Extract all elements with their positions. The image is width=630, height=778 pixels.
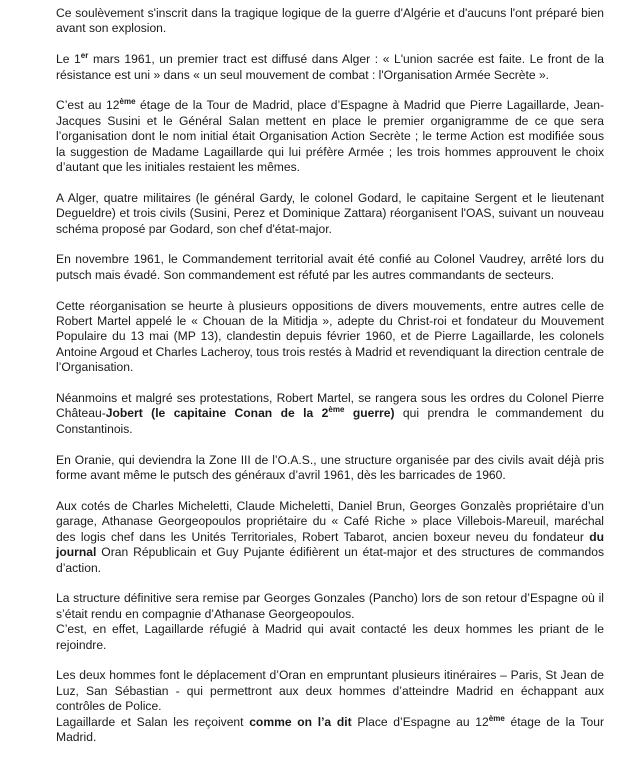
text-run: mars 1961, un premier tract est diffusé dans Alger : « L'union sacrée est faite. Le front de la résistance est uni » dans « un seul mouvement de combat : l'Organisation Armée Secrète ». [56, 52, 604, 82]
superscript-text: er [80, 51, 89, 61]
paragraph-p6 [56, 299, 604, 376]
bold-text: du journal [56, 529, 604, 560]
paragraph-p11 [56, 622, 604, 653]
paragraph-p5 [56, 252, 604, 283]
superscript-text: ème [488, 713, 505, 723]
superscript-text: ème [328, 405, 345, 415]
text-run: Ce soulèvement s'inscrit dans la tragique logique de la guerre d'Algérie et d'aucuns l'ont préparé bien avant son explosion. [56, 6, 604, 36]
bold-text: Jobert [105, 406, 143, 421]
text-run: qui prendra le commandement du Constantinois. [56, 406, 604, 436]
text-run: Lagaillarde et Salan les reçoivent [56, 714, 250, 729]
text-run: Oran Républicain et Guy Pujante édifièrent un état-major et des structures de commandos d’action. [56, 545, 604, 575]
text-run [143, 406, 151, 420]
bold-text: comme on l’a dit [249, 714, 352, 729]
paragraph-p2 [56, 52, 604, 83]
text-run: A Alger, quatre militaires (le général Gardy, le colonel Godard, le capitaine Sergent et le lieutenant Degueldre) et trois civils (Susini, Perez et Dominique Zattara) réorganisent l'OAS, suivant un nouveau schéma proposé par Godard, son chef d'état-major. [56, 190, 604, 236]
text-run: C’est, en effet, Lagaillarde réfugié à Madrid qui avait contacté les deux hommes les priant de le rejoindre. [56, 622, 604, 652]
text-run: En novembre 1961, le Commandement territorial avait été confié au Colonel Vaudrey, arrêté lors du putsch mais évadé. Son commandement est réfuté par les autres commandants de secteurs. [56, 252, 604, 282]
paragraph-p13 [56, 715, 604, 746]
text-run: étage de la Tour Madrid. [56, 714, 604, 744]
text-run: Néanmoins et malgré ses protestations, Robert Martel, se rangera sous les ordres du Colonel Pierre Château- [56, 391, 604, 421]
text-run: La structure définitive sera remise par Georges Gonzales (Pancho) lors de son retour d’Espagne où il s’était rendu en compagnie d’Athanase Georgeopoulos. [56, 591, 604, 621]
paragraph-p10 [56, 591, 604, 622]
paragraph-p3 [56, 98, 604, 175]
text-run: Cette réorganisation se heurte à plusieurs oppositions de divers mouvements, entre autres celle de Robert Martel appelé le « Chouan de la Mitidja », adepte du Christ-roi et fondateur du Mouvement Populaire du 13 mai (MP 13), clandestin depuis février 1960, et de Pierre Lagaillarde, les colonels Antoine Argoud et Charles Lacheroy, tous trois restés à Madrid et revendiquant la direction centrale de l’Organisation. [56, 298, 604, 375]
bold-text: guerre) [344, 406, 395, 421]
text-run: Aux cotés de Charles Micheletti, Claude Micheletti, Daniel Brun, Georges Gonzalès propriétaire d’un garage, Athanase Georgeopoulos propriétaire du « Café Riche » place Villebois-Mareuil, maréchal des logis chef dans les Unités Territoriales, Robert Tabarot, ancien boxeur neveu du fondateur [56, 498, 604, 544]
text-run: étage de la Tour de Madrid, place d’Espagne à Madrid que Pierre Lagaillarde, Jean-Jacques Susini et le Général Salan mettent en place le premier organigramme de ce que sera l’organisation dont le nom initial était Organisation Action Secrète ; le terme Action est modifiée sous la suggestion de Madame Lagaillarde qui lui préfère Armée ; les trois hommes approuvent le choix d’autant que les initiales restaient les mêmes. [56, 98, 604, 175]
paragraph-p4 [56, 191, 604, 237]
paragraph-p7 [56, 391, 604, 437]
document-page [56, 6, 604, 745]
paragraph-p12 [56, 668, 604, 714]
bold-text: (le capitaine Conan de la 2 [151, 406, 329, 421]
text-run: Les deux hommes font le déplacement d’Oran en empruntant plusieurs itinéraires – Paris, St Jean de Luz, San Sébastian - qui permettront aux deux hommes d’atteindre Madrid en échappant aux contrôles de Police. [56, 668, 604, 714]
paragraph-p8 [56, 453, 604, 484]
text-run: Le 1 [56, 52, 81, 67]
text-run: Place d’Espagne au 12 [351, 714, 489, 729]
paragraph-p1 [56, 6, 604, 37]
paragraph-p9 [56, 499, 604, 576]
text-run: En Oranie, qui deviendra la Zone III de l’O.A.S., une structure organisée par des civils avait déjà pris forme avant même le putsch des généraux d’avril 1961, dès les barricades de 1960. [56, 452, 604, 483]
superscript-text: ème [119, 97, 136, 107]
text-run: C’est au 12 [56, 98, 120, 113]
